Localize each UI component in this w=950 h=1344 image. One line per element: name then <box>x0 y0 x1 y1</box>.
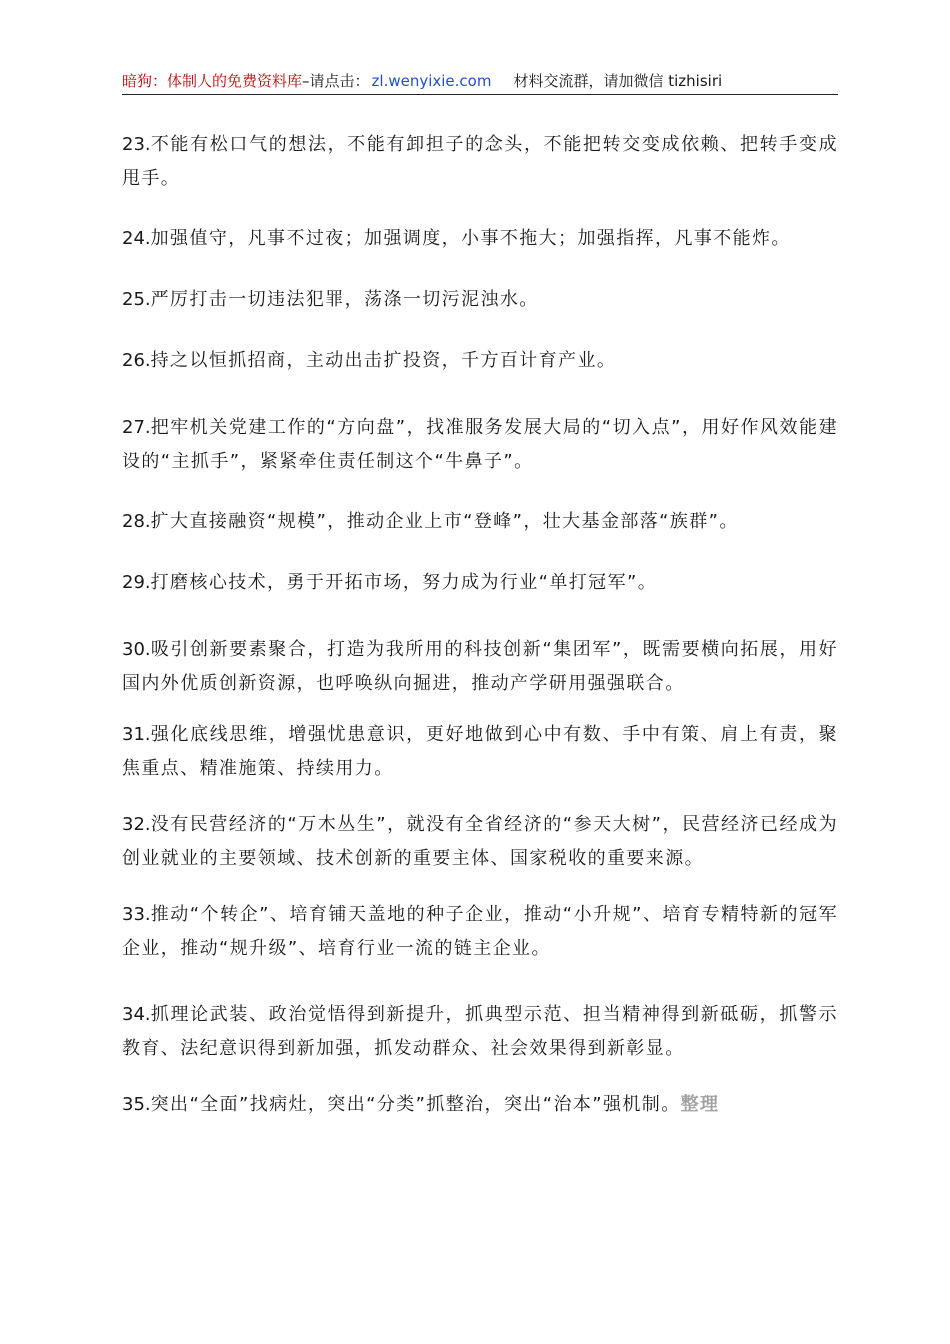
list-item: 30.吸引创新要素聚合，打造为我所用的科技创新“集团军”，既需要横向拓展，用好国内外优质创新资源，也呼唤纵向掘进，推动产学研用强强联合。 <box>122 639 838 694</box>
list-item: 24.加强值守，凡事不过夜；加强调度，小事不拖大；加强指挥，凡事不能炸。 <box>122 228 791 249</box>
header-link[interactable]: zl.wenyixie.com <box>371 72 492 90</box>
list-item: 27.把牢机关党建工作的“方向盘”，找准服务发展大局的“切入点”，用好作风效能建设的“主抓手”，紧紧牵住责任制这个“牛鼻子”。 <box>122 417 838 472</box>
list-item: 28.扩大直接融资“规模”，推动企业上市“登峰”，壮大基金部落“族群”。 <box>122 511 739 532</box>
list-item: 23.不能有松口气的想法，不能有卸担子的念头，不能把转交变成依赖、把转手变成甩手。 <box>122 134 838 189</box>
list-item: 25.严厉打击一切违法犯罪，荡涤一切污泥浊水。 <box>122 289 539 310</box>
list-item: 31.强化底线思维，增强忧患意识，更好地做到心中有数、手中有策、肩上有责，聚焦重点、精准施策、持续用力。 <box>122 724 838 779</box>
list-item: 26.持之以恒抓招商，主动出击扩投资，千方百计育产业。 <box>122 350 617 371</box>
list-item: 29.打磨核心技术，勇于开拓市场，努力成为行业“单打冠军”。 <box>122 572 658 593</box>
list-item: 32.没有民营经济的“万木丛生”，就没有全省经济的“参天大树”，民营经济已经成为创业就业的主要领域、技术创新的重要主体、国家税收的重要来源。 <box>122 814 838 869</box>
trailing-watermark-text: 整理 <box>680 1094 720 1115</box>
document-body <box>122 128 838 1122</box>
list-item: 34.抓理论武装、政治觉悟得到新提升，抓典型示范、担当精神得到新砥砺，抓警示教育、法纪意识得到新加强，抓发动群众、社会效果得到新彰显。 <box>122 1004 838 1059</box>
list-item: 33.推动“个转企”、培育铺天盖地的种子企业，推动“小升规”、培育专精特新的冠军企业，推动“规升级”、培育行业一流的链主企业。 <box>122 904 838 959</box>
page-header <box>122 68 838 95</box>
header-site-name: 暗狗：体制人的免费资料库 <box>122 72 303 90</box>
list-item: 35.突出“全面”找病灶，突出“分类”抓整治，突出“治本”强机制。整理 <box>122 1094 720 1115</box>
header-wechat-note: 材料交流群，请加微信 tizhisiri <box>513 72 723 90</box>
header-click-prompt: –请点击： <box>302 72 370 90</box>
